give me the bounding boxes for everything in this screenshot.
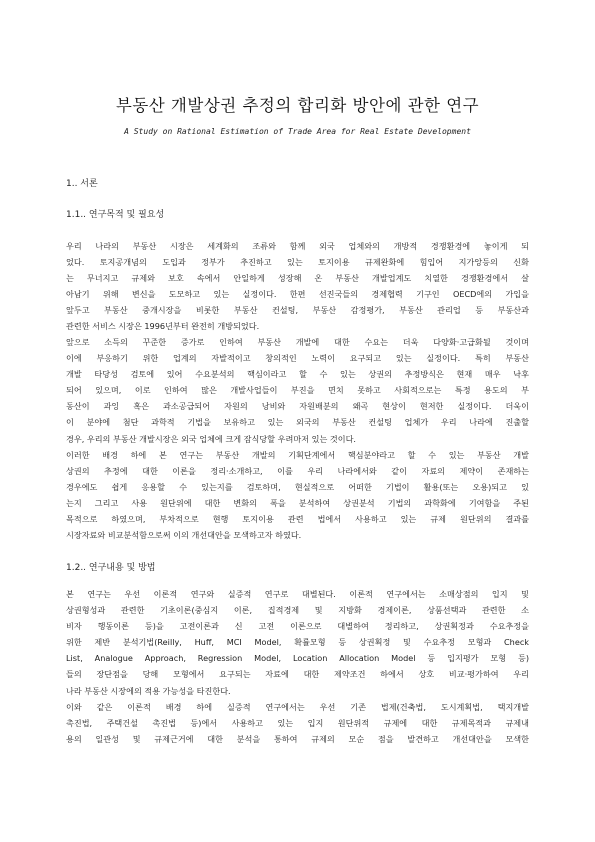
- text-line: 되어 있으며, 이로 인하여 많은 개발사업들이 부진을 면치 못하고 사회적으로는 특정 용도의 부: [66, 385, 529, 396]
- text-line: 우리 나라의 부동산 시장은 세계화의 조류와 함께 외국 업체와의 개방적 경쟁환경에 놓이게 되: [66, 241, 529, 251]
- text-line: 목적으로 하였으며, 부차적으로 현행 토지이용 관련 법에서 사용하고 있는 규제 원단위의 결과를: [66, 514, 529, 525]
- text-line: 이와 같은 이론적 배경 하에 실증적 연구에서는 우선 기존 법제(건축법, 도시계획법, 택지개발: [66, 702, 529, 712]
- text-line: 상권형성과 관련한 기초이론(중심지 이론, 집적경제 및 지방화 경제이론, 상품선택과 관련한 소: [66, 605, 529, 616]
- text-line: 용의 일관성 및 규제근거에 대한 분석을 통하여 규제의 모순 점을 발견하고 개선대안을 모색한: [66, 734, 529, 745]
- text-line: 나라 부동산 시장에의 적용 가능성을 타진한다.: [66, 685, 231, 696]
- text-line: 동산이 과잉 혹은 과소공급되어 자원의 낭비와 자원배분의 왜곡 현상이 현저한 실정이다. 더욱이: [66, 401, 529, 412]
- paragraph-4: [66, 586, 529, 699]
- text-line: 본 연구는 우선 이론적 연구와 실증적 연구로 대별된다. 이론적 연구에서는 소매상점의 입지 및: [66, 589, 529, 599]
- text-line: 이 분야에 첨단 과학적 기법을 보유하고 있는 외국의 부동산 컨설팅 업체가 우리 나라에 진출할: [66, 417, 529, 428]
- paragraph-2: [66, 334, 529, 447]
- text-line: 는지 그리고 사용 원단위에 대한 변화의 폭을 분석하여 상권분석 기법의 과학화에 기여함을 주된: [66, 498, 529, 509]
- text-line: 위한 제반 분석기법(Reilly, Huff, MCI Model, 확률모형 등 상권획정 및 수요추정 모형과 Check: [66, 637, 529, 648]
- text-line: 이에 부응하기 위한 업계의 자발적이고 창의적인 노력이 요구되고 있는 실정이다. 특히 부동산: [66, 353, 529, 364]
- subsection-heading-method: 1.2.. 연구내용 및 방법: [66, 563, 156, 573]
- text-line: 아남기 위해 변신을 도모하고 있는 실정이다. 한편 선진국들의 경제협력 기구인 OECD에의 가입을: [66, 289, 529, 300]
- text-line: 들의 장단점을 당해 모형에서 요구되는 자료에 대한 제약조건 하에서 상호 비교·평가하여 우리: [66, 669, 529, 680]
- text-line: 비자 행동이론 등)을 고전이론과 신 고전 이론으로 대별하여 정리하고, 상권획정과 수요추정을: [66, 621, 529, 632]
- text-line: 었다. 토지공개념의 도입과 정부가 추진하고 있는 토지이용 규제완화에 힘입어 지가앙등의 신화: [66, 257, 529, 268]
- text-line: 경우, 우리의 부동산 개발시장은 외국 업체에 크게 잠식당할 우려마저 있는 것이다.: [66, 433, 357, 444]
- text-line: 경우에도 쉽게 응용할 수 있는지를 검토하며, 현실적으로 어떠한 기법이 활용(또는 오용)되고 있: [66, 482, 529, 493]
- paragraph-1: [66, 238, 529, 335]
- text-line: 시장자료와 비교분석함으로써 이의 개선대안을 모색하고자 하였다.: [66, 530, 302, 541]
- text-line: 촉진법, 주택건설 촉진법 등)에서 사용하고 있는 입지 원단위적 규제에 대한 규제목적과 규제내: [66, 718, 529, 729]
- text-line: 상권의 추정에 대한 이론을 정리·소개하고, 이를 우리 나라에서와 같이 자료의 제약이 존재하는: [66, 466, 529, 477]
- text-line: 이러한 배경 하에 본 연구는 부동산 개발의 기획단계에서 핵심분야라고 할 수 있는 부동산 개발: [66, 450, 529, 460]
- section-heading-introduction: 1.. 서론: [66, 179, 98, 189]
- text-line: 관련한 서비스 시장은 1996년부터 완전히 개방되었다.: [66, 321, 260, 332]
- text-line: List, Analogue Approach, Regression Model, Location Allocation Model 등 입지평가 모형 등): [66, 653, 529, 664]
- document-subtitle: A Study on Rational Estimation of Trade Area for Real Estate Development: [124, 127, 471, 136]
- text-line: 개발 타당성 검토에 있어 수요분석의 핵심이라고 할 수 있는 상권의 추정방식은 현재 매우 낙후: [66, 369, 529, 380]
- text-line: 앞두고 부동산 중개시장을 비롯한 부동산 컨설팅, 부동산 감정평가, 부동산 관리업 등 부동산과: [66, 305, 529, 316]
- paragraph-3: [66, 447, 529, 544]
- subsection-heading-purpose: 1.1.. 연구목적 및 필요성: [66, 210, 165, 220]
- paragraph-5: [66, 699, 529, 747]
- text-line: 앞으로 소득의 꾸준한 증가로 인하여 부동산 개발에 대한 수요는 더욱 다양화·고급화될 것이며: [66, 337, 529, 347]
- text-line: 는 무너지고 규제와 보호 속에서 안일하게 성장해 온 부동산 개발업계도 치열한 경쟁환경에서 살: [66, 273, 529, 284]
- document-title: 부동산 개발상권 추정의 합리화 방안에 관한 연구: [115, 96, 480, 115]
